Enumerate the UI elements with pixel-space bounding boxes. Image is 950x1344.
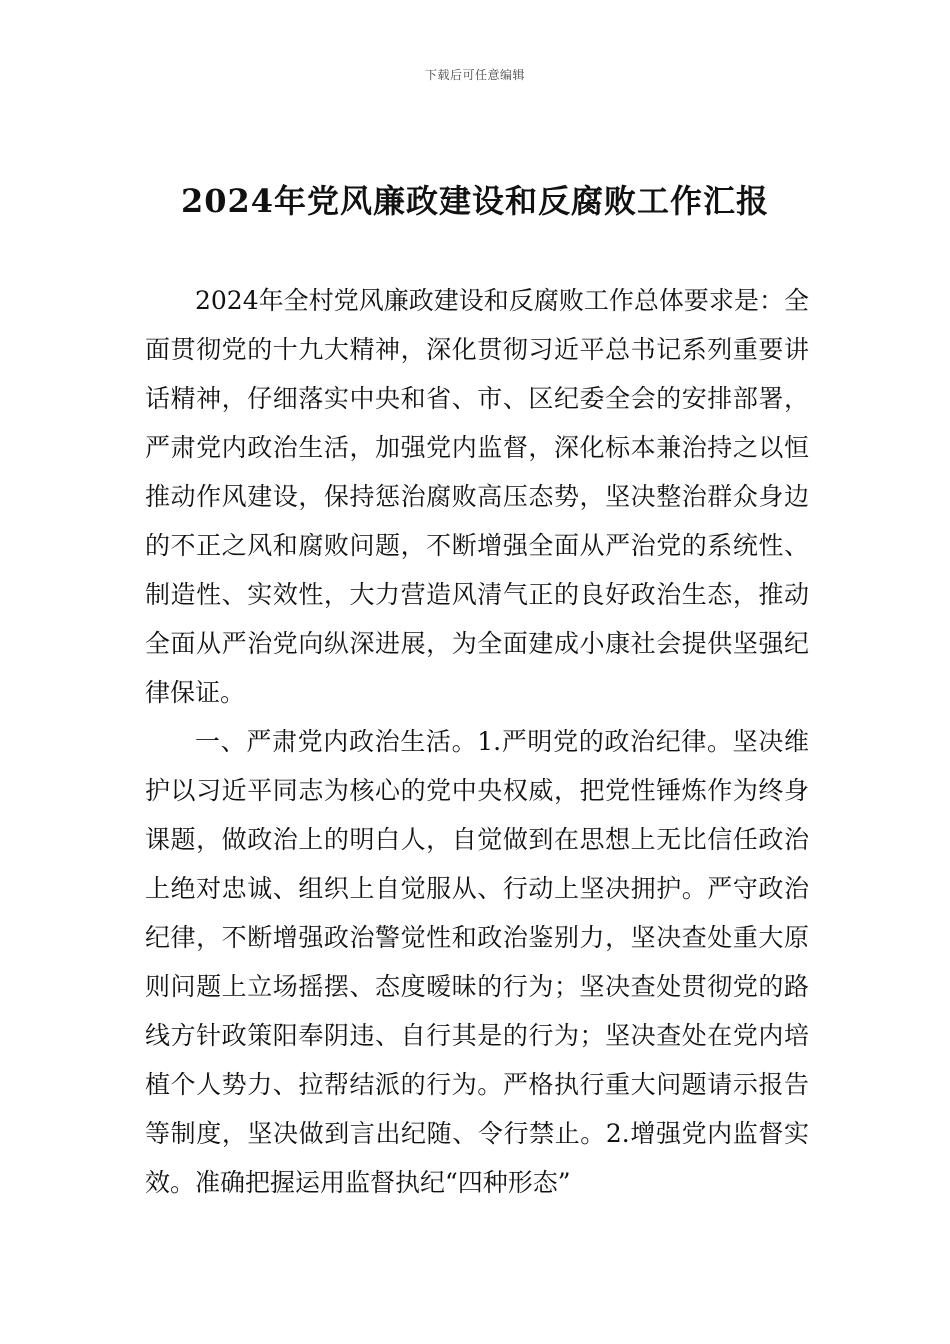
paragraph-section-one: 一、严肃党内政治生活。1.严明党的政治纪律。坚决维护以习近平同志为核心的党中央权威，把党性锤炼作为终身课题，做政治上的明白人，自觉做到在思想上无比信任政治上绝对忠诚、组织上自觉服从、行动上坚决拥护。严守政治纪律，不断增强政治警觉性和政治鉴别力，坚决查处重大原则问题上立场摇摆、态度暧昧的行为；坚决查处贯彻党的路线方针政策阳奉阴违、自行其是的行为；坚决查处在党内培植个人势力、拉帮结派的行为。严格执行重大问题请示报告等制度，坚决做到言出纪随、令行禁止。2.增强党内监督实效。准确把握运用监督执纪“四种形态”	[145, 727, 809, 1197]
header-note: 下载后可任意编辑	[424, 68, 525, 82]
paragraph-intro: 2024年全村党风廉政建设和反腐败工作总体要求是：全面贯彻党的十九大精神，深化贯彻习近平总书记系列重要讲话精神，仔细落实中央和省、市、区纪委全会的安排部署，严肃党内政治生活，加强党内监督，深化标本兼治持之以恒推动作风建设，保持惩治腐败高压态势，坚决整治群众身边的不正之风和腐败问题，不断增强全面从严治党的系统性、制造性、实效性，大力营造风清气正的良好政治生态，推动全面从严治党向纵深进展，为全面建成小康社会提供坚强纪律保证。	[145, 286, 809, 707]
document-body	[145, 276, 809, 1207]
document-title: 2024年党风廉政建设和反腐败工作汇报	[180, 182, 770, 220]
